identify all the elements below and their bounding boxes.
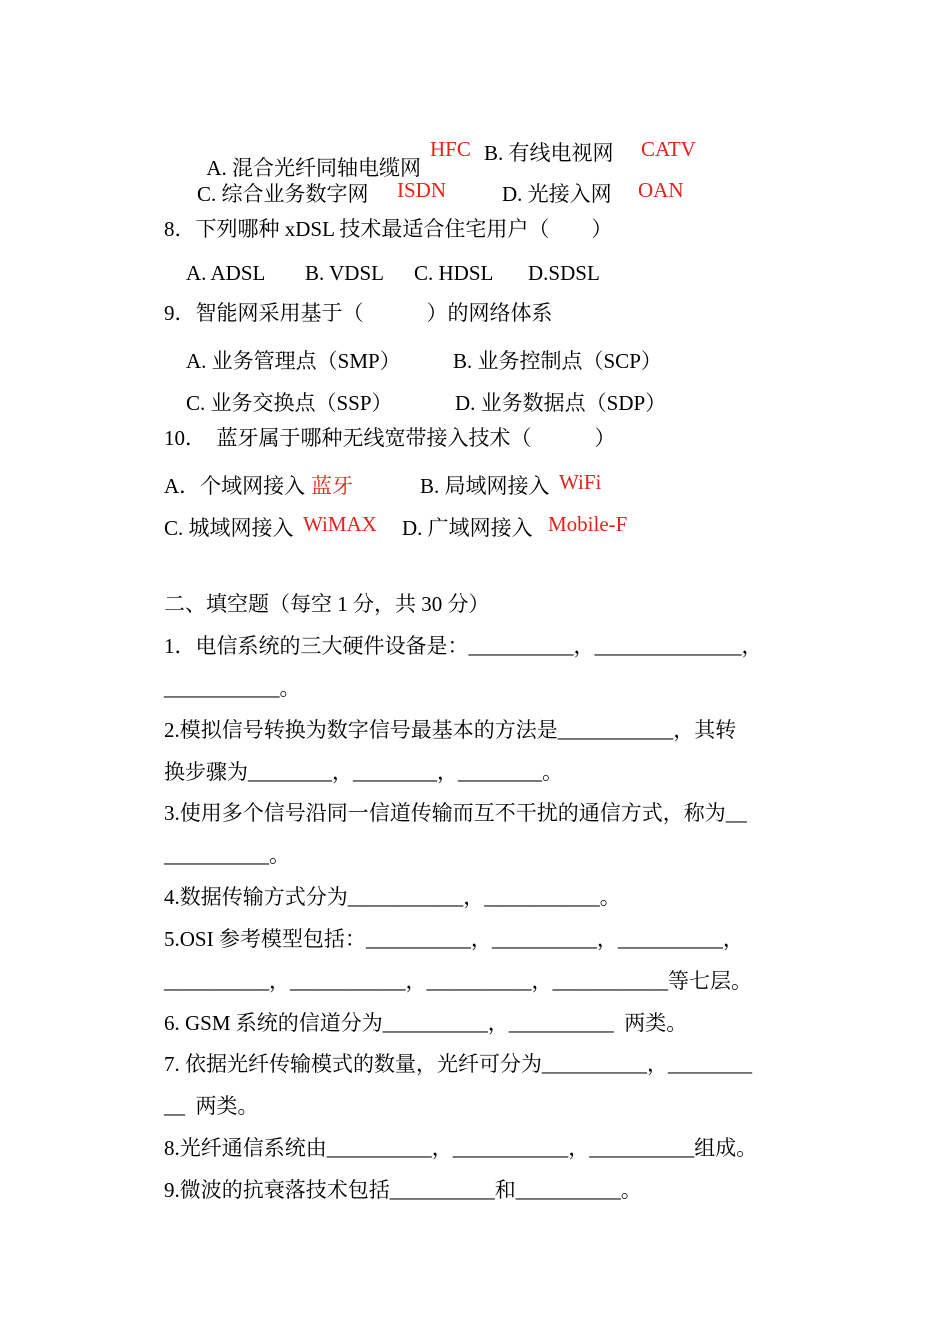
fill-line: __________。 — [164, 843, 290, 867]
q9-stem: 9．智能网采用基于（ ）的网络体系 — [164, 301, 553, 325]
fill-line: 1．电信系统的三大硬件设备是：__________，______________， — [164, 634, 763, 658]
q8-stem: 8．下列哪种 xDSL 技术最适合住宅用户（ ） — [164, 217, 613, 241]
q8-option-c: C. HDSL — [414, 261, 494, 285]
q10-stem: 10． 蓝牙属于哪种无线宽带接入技术（ ） — [164, 426, 616, 450]
section-heading: 二、填空题（每空 1 分，共 30 分） — [164, 592, 490, 616]
q10-option-a: A．个域网接入 — [164, 474, 306, 498]
q8-option-a: A. ADSL — [186, 261, 266, 285]
q7-option-b: B. 有线电视网 — [484, 141, 614, 165]
q7-option-a-answer: HFC — [430, 137, 471, 161]
fill-line: 3.使用多个信号沿同一信道传输而互不干扰的通信方式，称为__ — [164, 801, 747, 825]
fill-line: 换步骤为________，________，________。 — [164, 760, 563, 784]
fill-line: 6. GSM 系统的信道分为__________，__________ 两类。 — [164, 1011, 688, 1035]
fill-line: 7. 依据光纤传输模式的数量，光纤可分为__________，________ — [164, 1052, 752, 1076]
q7-option-d: D. 光接入网 — [502, 182, 612, 206]
q10-option-c-answer: WiMAX — [303, 512, 377, 536]
fill-line: 2.模拟信号转换为数字信号最基本的方法是___________，其转 — [164, 718, 737, 742]
fill-line: __________，___________，__________，___________等七层。 — [164, 969, 752, 993]
q8-option-b: B. VDSL — [305, 261, 384, 285]
q10-option-d-answer: Mobile-F — [548, 512, 628, 536]
q10-option-a-answer: 蓝牙 — [311, 474, 353, 498]
fill-line: ___________。 — [164, 676, 301, 700]
q10-option-d: D. 广域网接入 — [402, 516, 538, 540]
fill-line: 8.光纤通信系统由__________，___________，__________组成。 — [164, 1136, 758, 1160]
q7-option-c-answer: ISDN — [397, 178, 447, 202]
q7-option-a: A. 混合光纤同轴电缆网 — [206, 156, 422, 180]
fill-line: 5.OSI 参考模型包括：__________，__________，__________， — [164, 927, 744, 951]
fill-line: __ 两类。 — [164, 1094, 259, 1118]
q10-option-c: C. 城域网接入 — [164, 516, 299, 540]
q9-option-c: C. 业务交换点（SSP） — [186, 391, 393, 415]
q9-option-b: B. 业务控制点（SCP） — [453, 349, 662, 373]
q8-option-d: D.SDSL — [528, 261, 600, 285]
q7-option-d-answer: OAN — [638, 178, 684, 202]
q9-option-d: D. 业务数据点（SDP） — [455, 391, 667, 415]
fill-line: 4.数据传输方式分为___________，___________。 — [164, 885, 621, 909]
q10-option-b-answer: WiFi — [559, 470, 602, 494]
q9-option-a: A. 业务管理点（SMP） — [186, 349, 401, 373]
q7-option-b-answer: CATV — [641, 137, 696, 161]
q10-option-b: B. 局域网接入 — [420, 474, 555, 498]
fill-line: 9.微波的抗衰落技术包括__________和__________。 — [164, 1178, 642, 1202]
q7-option-c: C. 综合业务数字网 — [197, 182, 369, 206]
